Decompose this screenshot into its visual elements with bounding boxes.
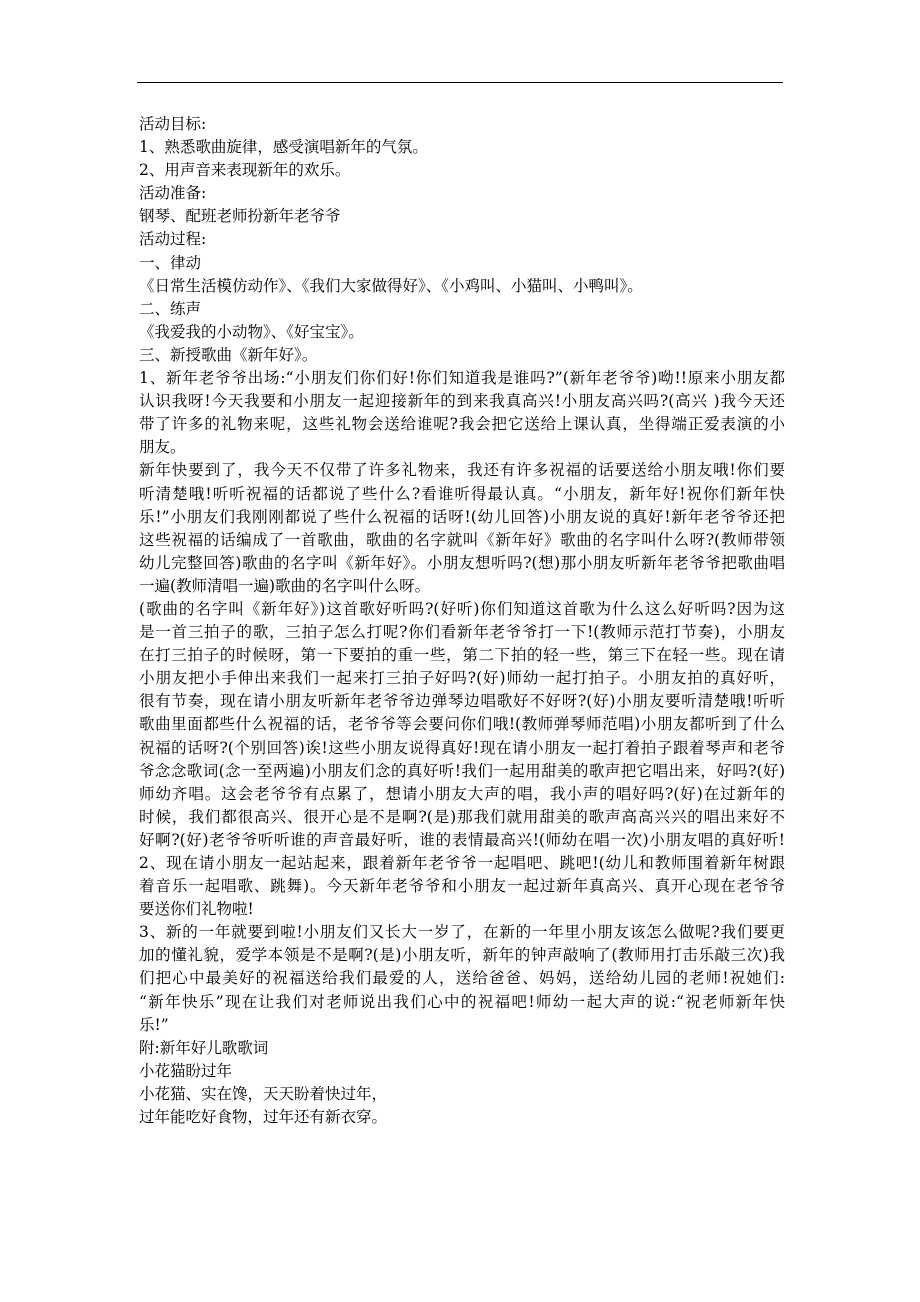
header-rule xyxy=(137,82,783,83)
text-line: 歌曲里面都些什么祝福的话，老爷爷等会要问你们哦!(教师弹琴师范唱)小朋友都听到了什么 xyxy=(139,715,785,734)
text-line: 3、新的一年就要到啦!小朋友们又长大一岁了，在新的一年里小朋友该怎么做呢?我们要更 xyxy=(139,923,785,942)
text-line: 听清楚哦!听听祝福的话都说了些什么?看谁听得最认真。“小朋友，新年好!祝你们新年快 xyxy=(139,484,785,503)
text-line: 认识我呀!今天我要和小朋友一起迎接新年的到来我真高兴!小朋友高兴吗?(高兴 )我今天还 xyxy=(139,392,785,411)
text-line: 要送你们礼物啦! xyxy=(139,900,254,919)
text-line: 乐!”小朋友们我刚刚都说了些什么祝福的话呀!(幼儿回答)小朋友说的真好!新年老爷爷还把 xyxy=(139,507,785,526)
text-line: 《日常生活模仿动作》、《我们大家做得好》、《小鸡叫、小猫叫、小鸭叫》。 xyxy=(139,276,643,295)
text-line: 朋友。 xyxy=(139,438,186,457)
text-line: 钢琴、配班老师扮新年老爷爷 xyxy=(139,207,341,226)
text-line: (歌曲的名字叫《新年好》)这首歌好听吗?(好听)你们知道这首歌为什么这么好听吗?因为这 xyxy=(139,599,785,618)
text-line: 2、用声音来表现新年的欢乐。 xyxy=(139,161,351,180)
text-line: 《我爱我的小动物》、《好宝宝》。 xyxy=(139,322,364,341)
text-line: 一、律动 xyxy=(139,253,202,272)
text-line: 小花猫盼过年 xyxy=(139,1061,233,1080)
text-line: 2、现在请小朋友一起站起来，跟着新年老爷爷一起唱吧、跳吧!(幼儿和教师围着新年树跟 xyxy=(139,854,785,872)
text-line: 时候，我们都很高兴、很开心是不是啊?(是)那我们就用甜美的歌声高高兴兴的唱出来好不 xyxy=(139,807,785,826)
text-line: 们把心中最美好的祝福送给我们最爱的人，送给爸爸、妈妈，送给幼儿园的老师!祝她们: xyxy=(139,969,785,988)
document-body xyxy=(139,113,785,1129)
text-line: 加的懂礼貌，爱学本领是不是啊?(是)小朋友听，新年的钟声敲响了(教师用打击乐敲三次)我 xyxy=(139,946,785,965)
text-line: 附:新年好儿歌歌词 xyxy=(139,1038,269,1057)
text-line: 二、练声 xyxy=(139,299,202,318)
text-line: 1、熟悉歌曲旋律，感受演唱新年的气氛。 xyxy=(139,138,428,157)
text-line: 活动过程: xyxy=(139,230,207,249)
text-line: 幼儿完整回答)歌曲的名字叫《新年好》。小朋友想听吗?(想)那小朋友听新年老爷爷把歌曲唱 xyxy=(139,553,785,572)
text-line: 小朋友把小手伸出来我们一起来打三拍子好吗?(好)师幼一起打拍子。小朋友拍的真好听， xyxy=(139,669,785,688)
text-line: 新年快要到了，我今天不仅带了许多礼物来，我还有许多祝福的话要送给小朋友哦!你们要 xyxy=(139,461,785,480)
text-line: 在打三拍子的时候呀，第一下要拍的重一些，第二下拍的轻一些，第三下在轻一些。现在请 xyxy=(139,646,785,665)
text-line: 活动准备: xyxy=(139,184,207,203)
text-line: 好啊?(好)老爷爷听听谁的声音最好听，谁的表情最高兴!(师幼在唱一次)小朋友唱的真好听! xyxy=(139,830,785,849)
text-line: 这些祝福的话编成了一首歌曲，歌曲的名字就叫《新年好》歌曲的名字叫什么呀?(教师带领 xyxy=(139,530,785,549)
text-line: 带了许多的礼物来呢，这些礼物会送给谁呢?我会把它送给上课认真，坐得端正爱表演的小 xyxy=(139,415,785,434)
text-line: 很有节奏，现在请小朋友听新年老爷爷边弹琴边唱歌好不好呀?(好)小朋友要听清楚哦!听听 xyxy=(139,692,785,711)
text-line: 爷念念歌词(念一至两遍)小朋友们念的真好听!我们一起用甜美的歌声把它唱出来，好吗?(好) xyxy=(139,761,785,780)
text-line: 小花猫、实在馋，天天盼着快过年， xyxy=(139,1084,388,1103)
text-line: 师幼齐唱。这会老爷爷有点累了，想请小朋友大声的唱，我小声的唱好吗?(好)在过新年的 xyxy=(139,784,785,803)
text-line: “新年快乐”现在让我们对老师说出我们心中的祝福吧!师幼一起大声的说:“祝老师新年快 xyxy=(139,992,785,1011)
text-line: 三、新授歌曲《新年好》。 xyxy=(139,345,318,364)
text-line: 着音乐一起唱歌、跳舞)。今天新年老爷爷和小朋友一起过新年真高兴、真开心现在老爷爷 xyxy=(139,877,785,896)
text-line: 是一首三拍子的歌，三拍子怎么打呢?你们看新年老爷爷打一下!(教师示范打节奏)，小朋友 xyxy=(139,623,785,642)
text-line: 祝福的话呀?(个别回答)诶!这些小朋友说得真好!现在请小朋友一起打着拍子跟着琴声和老爷 xyxy=(139,738,785,757)
text-line: 1、新年老爷爷出场:“小朋友们你们好!你们知道我是谁吗?”(新年老爷爷)呦!!原来小朋友都 xyxy=(139,369,785,388)
text-line: 乐!” xyxy=(139,1015,169,1034)
text-line: 过年能吃好食物，过年还有新衣穿。 xyxy=(139,1108,388,1127)
text-line: 一遍(教师清唱一遍)歌曲的名字叫什么呀。 xyxy=(139,576,431,595)
text-line: 活动目标: xyxy=(139,115,207,133)
